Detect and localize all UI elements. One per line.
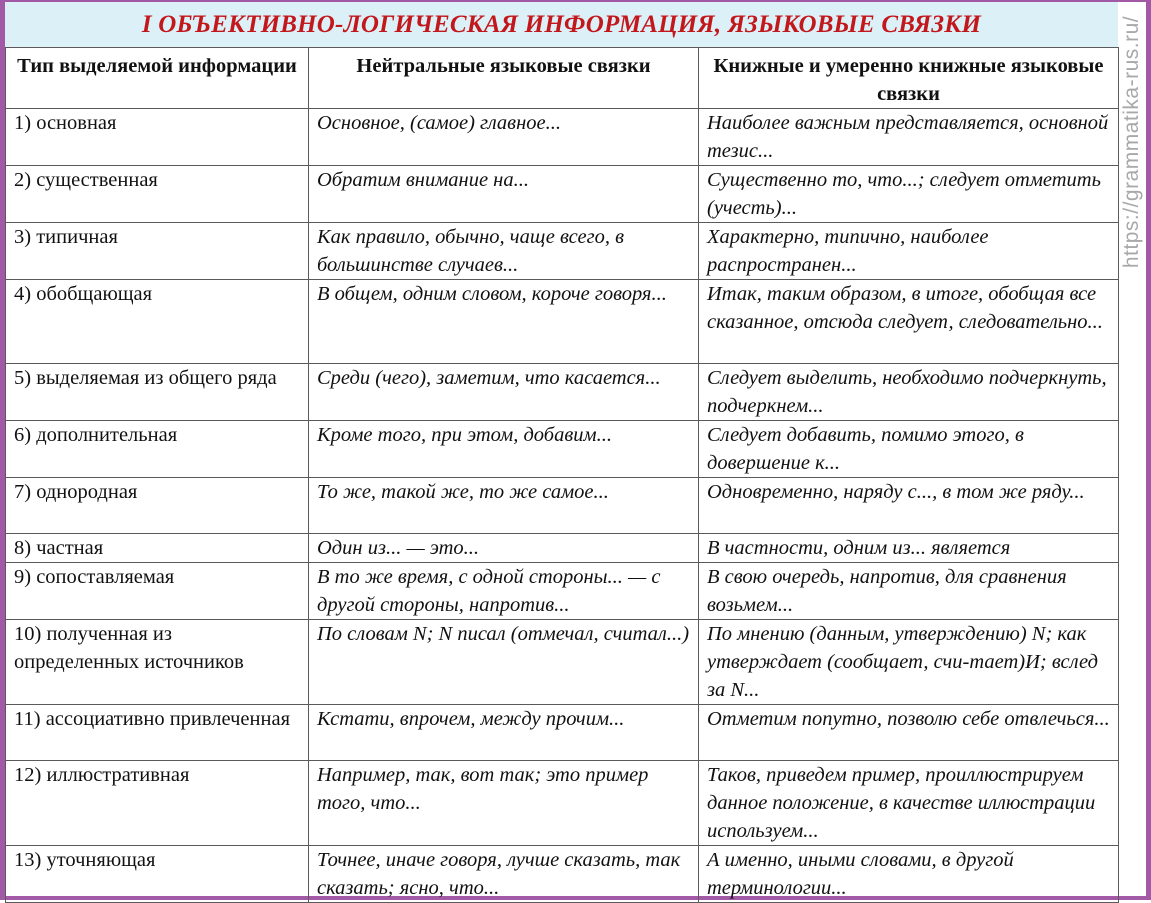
cell-neutral: То же, такой же, то же самое... xyxy=(309,478,699,534)
cell-bookish: В свою очередь, напротив, для сравнения возьмем... xyxy=(699,563,1119,620)
header-info-type: Тип выделяемой информации xyxy=(6,48,309,109)
table-row xyxy=(6,563,1119,620)
cell-info-type: 13) уточняющая xyxy=(6,846,309,903)
cell-neutral: Кроме того, при этом, добавим... xyxy=(309,421,699,478)
connectives-table xyxy=(5,47,1119,903)
cell-bookish: Характерно, типично, наиболее распространен... xyxy=(699,223,1119,280)
cell-bookish: Следует добавить, помимо этого, в довершение к... xyxy=(699,421,1119,478)
header-row xyxy=(6,48,1119,109)
cell-neutral: Обратим внимание на... xyxy=(309,166,699,223)
cell-neutral: Среди (чего), заметим, что касается... xyxy=(309,364,699,421)
table-row xyxy=(6,846,1119,903)
cell-bookish: А именно, иными словами, в другой терминологии... xyxy=(699,846,1119,903)
cell-bookish: Таков, приведем пример, проиллюстрируем данное положение, в качестве иллюстрации используем... xyxy=(699,761,1119,846)
watermark-text: https://grammatika-rus.ru/ xyxy=(1120,15,1144,269)
table-row xyxy=(6,705,1119,761)
cell-neutral: По словам N; N писал (отмечал, считал...) xyxy=(309,620,699,705)
cell-info-type: 6) дополнительная xyxy=(6,421,309,478)
cell-info-type: 10) полученная из определенных источников xyxy=(6,620,309,705)
cell-info-type: 1) основная xyxy=(6,109,309,166)
table-title-text: I ОБЪЕКТИВНО-ЛОГИЧЕСКАЯ ИНФОРМАЦИЯ, ЯЗЫКОВЫЕ СВЯЗКИ xyxy=(141,10,982,38)
table-row xyxy=(6,364,1119,421)
cell-neutral: Например, так, вот так; это пример того, что... xyxy=(309,761,699,846)
cell-neutral: Один из... — это... xyxy=(309,534,699,563)
header-neutral: Нейтральные языковые связки xyxy=(309,48,699,109)
table-row xyxy=(6,478,1119,534)
cell-neutral: Как правило, обычно, чаще всего, в большинстве случаев... xyxy=(309,223,699,280)
cell-bookish: Итак, таким образом, в итоге, обобщая все сказанное, отсюда следует, следовательно... xyxy=(699,280,1119,364)
cell-neutral: Основное, (самое) главное... xyxy=(309,109,699,166)
header-bookish: Книжные и умеренно книжные языковые связки xyxy=(699,48,1119,109)
cell-neutral: В то же время, с одной стороны... — с другой стороны, напротив... xyxy=(309,563,699,620)
cell-info-type: 9) сопоставляемая xyxy=(6,563,309,620)
cell-info-type: 2) существенная xyxy=(6,166,309,223)
cell-bookish: Существенно то, что...; следует отметить (учесть)... xyxy=(699,166,1119,223)
cell-bookish: По мнению (данным, утверждению) N; как утверждает (сообщает, счи-тает)И; вслед за N... xyxy=(699,620,1119,705)
table-row xyxy=(6,761,1119,846)
cell-bookish: Одновременно, наряду с..., в том же ряду... xyxy=(699,478,1119,534)
cell-bookish: В частности, одним из... является xyxy=(699,534,1119,563)
cell-bookish: Следует выделить, необходимо подчеркнуть, подчеркнем... xyxy=(699,364,1119,421)
cell-neutral: Кстати, впрочем, между прочим... xyxy=(309,705,699,761)
cell-info-type: 5) выделяемая из общего ряда xyxy=(6,364,309,421)
table-row xyxy=(6,166,1119,223)
table-title xyxy=(5,2,1118,47)
cell-info-type: 4) обобщающая xyxy=(6,280,309,364)
cell-info-type: 8) частная xyxy=(6,534,309,563)
cell-info-type: 3) типичная xyxy=(6,223,309,280)
watermark xyxy=(1118,2,1146,282)
cell-bookish: Наиболее важным представляется, основной тезис... xyxy=(699,109,1119,166)
cell-info-type: 11) ассоциативно привлеченная xyxy=(6,705,309,761)
table-row xyxy=(6,421,1119,478)
table-row xyxy=(6,534,1119,563)
table-row xyxy=(6,223,1119,280)
cell-info-type: 7) однородная xyxy=(6,478,309,534)
cell-bookish: Отметим попутно, позволю себе отвлечься... xyxy=(699,705,1119,761)
table-row xyxy=(6,109,1119,166)
cell-info-type: 12) иллюстративная xyxy=(6,761,309,846)
table-row xyxy=(6,620,1119,705)
cell-neutral: Точнее, иначе говоря, лучше сказать, так сказать; ясно, что... xyxy=(309,846,699,903)
table-row xyxy=(6,280,1119,364)
cell-neutral: В общем, одним словом, короче говоря... xyxy=(309,280,699,364)
